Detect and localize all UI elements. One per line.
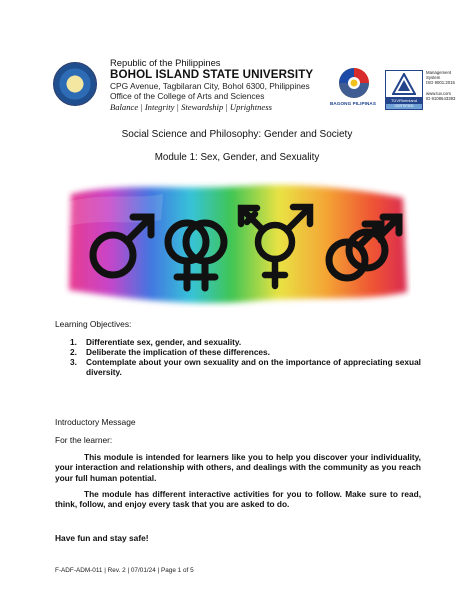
document-footer: F-ADF-ADM-011 | Rev. 2 | 07/01/24 | Page 1 of 5: [55, 567, 194, 574]
tuv-triangle-icon: [392, 73, 416, 95]
objective-number: 1.: [70, 337, 77, 347]
management-system-info: [426, 70, 458, 101]
objective-number: 2.: [70, 347, 77, 357]
objective-text: Contemplate about your own sexuality and on the importance of appreciating sexual diversity.: [86, 357, 421, 377]
tuv-certification-badge: [385, 70, 423, 110]
objective-number: 3.: [70, 357, 77, 367]
mgmt-line: ISO 9001:2015: [426, 80, 455, 86]
intro-paragraph-1: This module is intended for learners like you to help you discover your individuality, your interaction and relationship with others, and dealings with the community as you reach your full human potential.: [55, 452, 421, 483]
tuv-certified-label: CERTIFIED: [386, 104, 422, 109]
letterhead: [110, 57, 340, 101]
bagong-pilipinas-label: BAGONG PILIPINAS: [329, 101, 376, 106]
core-values: Balance | Integrity | Stewardship | Uprightness: [110, 102, 272, 112]
republic-line: Republic of the Philippines: [110, 57, 221, 68]
university-address: CPG Avenue, Tagbilaran City, Bohol 6300, Philippines: [110, 81, 310, 91]
learning-objectives-heading: Learning Objectives:: [55, 319, 132, 329]
tuv-name: TÜVRheinland: [386, 97, 422, 104]
module-title: Module 1: Sex, Gender, and Sexuality: [154, 152, 320, 163]
course-title: Social Science and Philosophy: Gender and Society: [121, 129, 353, 140]
mgmt-line: www.tuv.com: [426, 90, 451, 96]
gender-symbols-banner: [63, 180, 411, 308]
mgmt-line: ID 9108643393: [426, 96, 456, 102]
university-name: BOHOL ISLAND STATE UNIVERSITY: [110, 68, 314, 81]
bagong-pilipinas-logo: [336, 67, 372, 99]
closing-line: Have fun and stay safe!: [55, 533, 149, 543]
mgmt-line: Management: [426, 70, 452, 75]
university-seal-logo: [53, 62, 97, 106]
objective-text: Differentiate sex, gender, and sexuality.: [86, 337, 242, 347]
mgmt-line: System: [426, 75, 441, 81]
intro-paragraph-2: The module has different interactive activities for you to follow. Make sure to read, think, follow, and enjoy every task that you are asked to do.: [55, 489, 421, 510]
college-office: Office of the College of Arts and Sciences: [110, 91, 265, 101]
objective-text: Deliberate the implication of these differences.: [86, 347, 270, 357]
introductory-message-heading: Introductory Message: [55, 417, 136, 427]
for-the-learner-label: For the learner:: [55, 435, 113, 445]
